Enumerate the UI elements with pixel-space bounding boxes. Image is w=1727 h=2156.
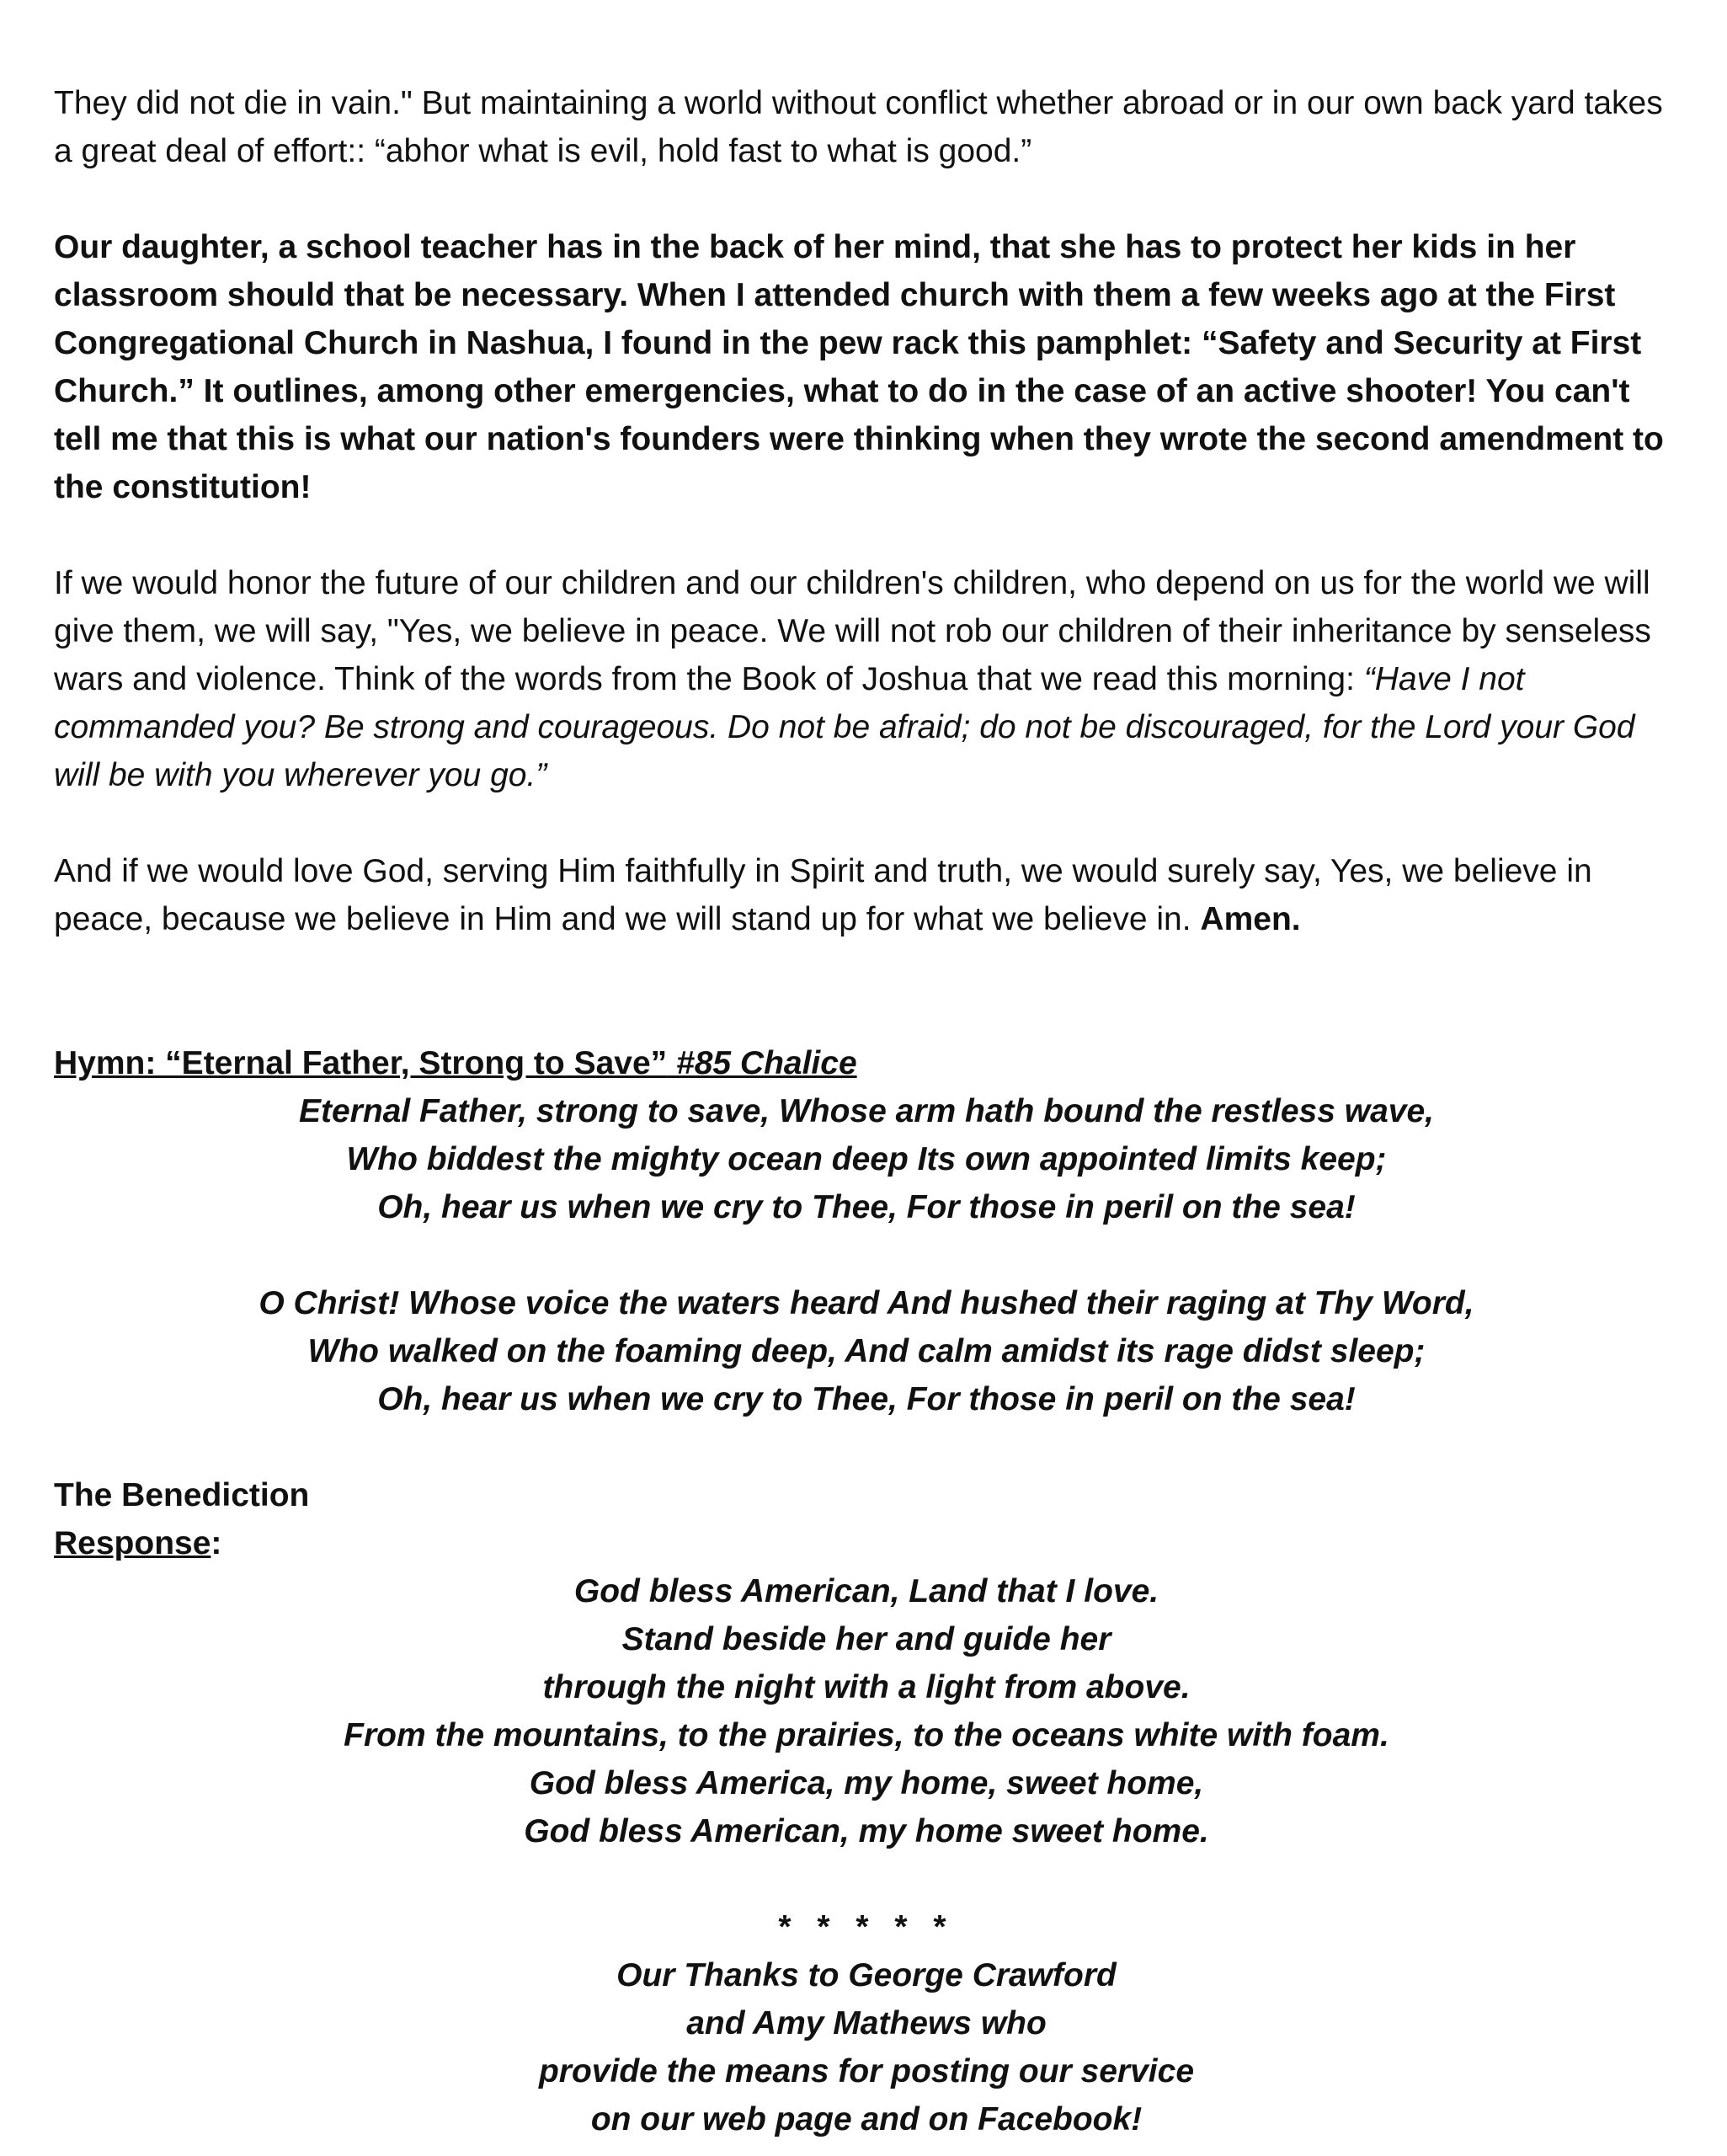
response-line: God bless American, my home sweet home. <box>524 1813 1209 1849</box>
hymn-line: Oh, hear us when we cry to Thee, For those in peril on the sea! <box>377 1189 1356 1225</box>
spacer <box>54 1855 1679 1903</box>
thanks-line: provide the means for posting our service <box>538 2053 1195 2089</box>
hymn-line: Who biddest the mighty ocean deep Its own appointed limits keep; <box>346 1141 1387 1177</box>
response-heading <box>54 1519 1679 1567</box>
response-label: Response <box>54 1525 211 1561</box>
response-line: through the night with a light from above. <box>542 1669 1191 1705</box>
thanks-line: and Amy Mathews who <box>686 2005 1047 2041</box>
hymn-line: Eternal Father, strong to save, Whose arm hath bound the restless wave, <box>298 1093 1434 1129</box>
response-line: God bless America, my home, sweet home, <box>529 1765 1204 1801</box>
benediction-heading: The Benediction <box>54 1477 310 1513</box>
hymn-line: O Christ! Whose voice the waters heard And hushed their raging at Thy Word, <box>259 1285 1474 1321</box>
response-colon: : <box>211 1525 222 1561</box>
thanks-line: Our Thanks to George Crawford <box>616 1957 1117 1993</box>
response-line: From the mountains, to the prairies, to the oceans white with foam. <box>344 1717 1389 1753</box>
paragraph-3-text: If we would honor the future of our children and our children's children, who depend on us for the world we will give them, we will say, "Yes, we believe in peace. We will not rob our children of their inheritance by senseless wars and violence. Think of the words from the Book of Joshua that we read this morning: <box>54 565 1651 697</box>
paragraph-4 <box>54 847 1679 943</box>
separator-stars: * * * * * <box>778 1909 955 1945</box>
hymn-heading <box>54 1039 1679 1087</box>
hymn-stanza-1 <box>54 1087 1679 1231</box>
spacer <box>54 1231 1679 1279</box>
thanks-line: on our web page and on Facebook! <box>590 2101 1143 2137</box>
paragraph-1: They did not die in vain." But maintaining a world without conflict whether abroad or in our own back yard takes a great deal of effort:: “abhor what is evil, hold fast to what is good.” <box>54 85 1663 169</box>
paragraph-2: Our daughter, a school teacher has in the back of her mind, that she has to protect her kids in her classroom should that be necessary. When I attended church with them a few weeks ago at the First Congregational Church in Nashua, I found in the pew rack this pamphlet: “Safety and Security at First Church.” It outlines, among other emergencies, what to do in the case of an active shooter! You can't tell me that this is what our nation's founders were thinking when they wrote the second amendment to the constitution! <box>54 229 1664 505</box>
document-page <box>54 79 1679 2143</box>
hymn-number: #85 Chalice <box>676 1045 857 1081</box>
hymn-line: Oh, hear us when we cry to Thee, For those in peril on the sea! <box>377 1381 1356 1417</box>
response-line: Stand beside her and guide her <box>621 1621 1111 1657</box>
response-verse <box>54 1567 1679 1855</box>
hymn-line: Who walked on the foaming deep, And calm amidst its rage didst sleep; <box>307 1333 1426 1369</box>
hymn-title: Hymn: “Eternal Father, Strong to Save” <box>54 1045 668 1081</box>
amen-text: Amen. <box>1200 901 1301 937</box>
thanks-note <box>54 1951 1679 2143</box>
spacer <box>54 1423 1679 1471</box>
joshua-quote: “Have I not commanded you? Be strong and courageous. Do not be afraid; do not be discouraged, for the Lord your God will be with you wherever you go.” <box>54 661 1635 793</box>
paragraph-3 <box>54 559 1679 799</box>
response-line: God bless American, Land that I love. <box>573 1573 1159 1609</box>
paragraph-4-text: And if we would love God, serving Him faithfully in Spirit and truth, we would surely say, Yes, we believe in peace, because we believe in Him and we will stand up for what we believe in. <box>54 853 1592 937</box>
hymn-stanza-2 <box>54 1279 1679 1423</box>
spacer <box>54 943 1679 1039</box>
